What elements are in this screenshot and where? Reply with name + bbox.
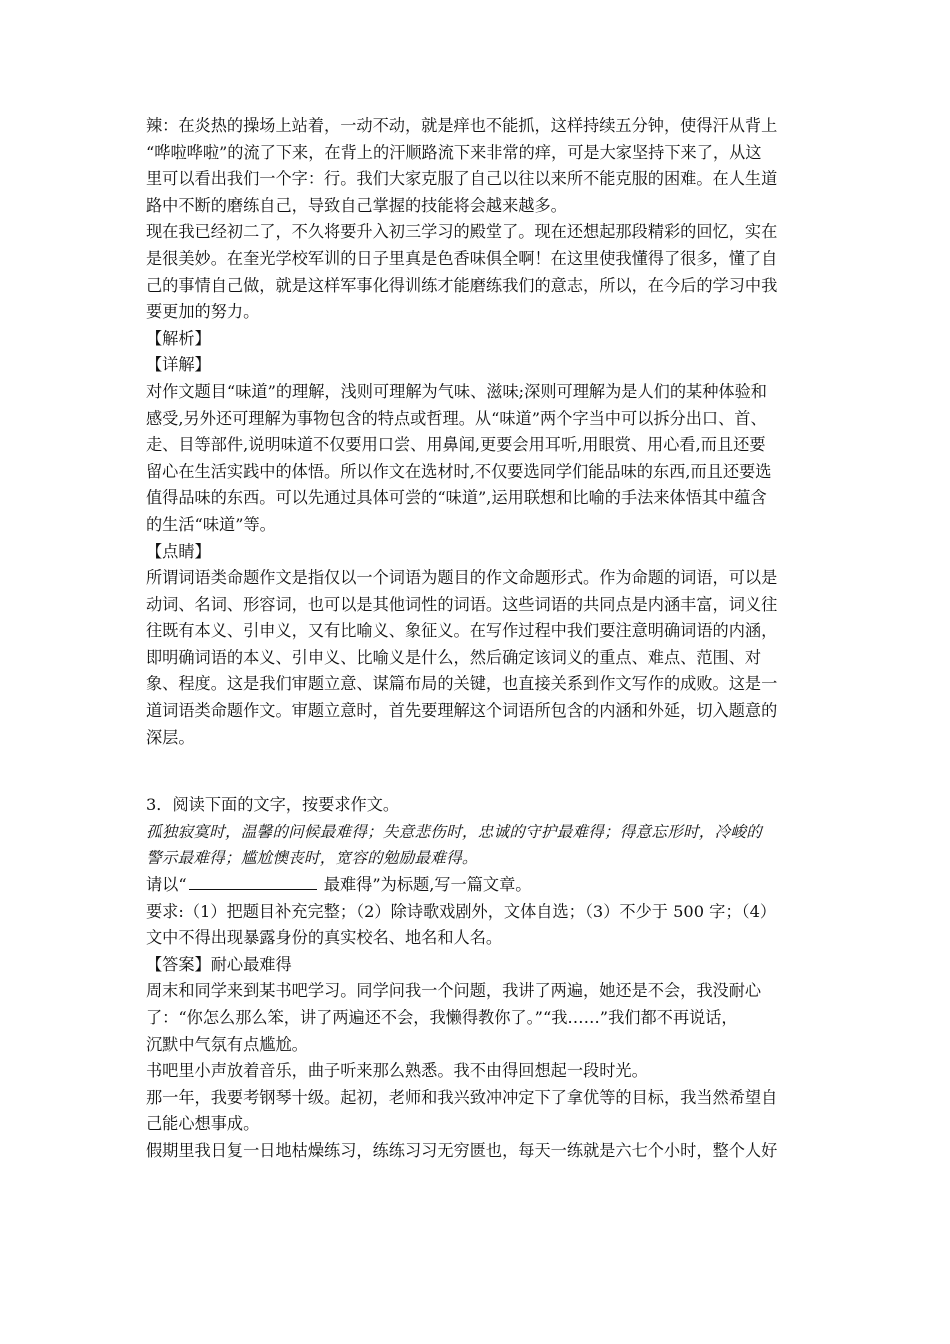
essay-body-line: “哗啦哗啦”的流了下来，在背上的汗顺路流下来非常的痒，可是大家坚持下来了，从这 xyxy=(146,142,762,162)
essay-body-line: 是很美妙。在奎光学校军训的日子里真是色香味俱全啊！在这里使我懂得了很多，懂了自 xyxy=(146,248,778,268)
analysis-label: 【解析】 xyxy=(146,328,211,348)
essay-body-line: 要更加的努力。 xyxy=(146,302,260,322)
detail-line: 留心在生活实践中的体悟。所以作文在选材时,不仅要选同学们能品味的东西,而且还要选 xyxy=(146,461,772,481)
question-title: 3．阅读下面的文字，按要求作文。 xyxy=(146,795,400,815)
comment-line: 往既有本义、引申义，又有比喻义、象征义。在写作过程中我们要注意明确词语的内涵， xyxy=(146,621,778,641)
detail-line: 对作文题目“味道”的理解，浅则可理解为气味、滋味;深则可理解为是人们的某种体验和 xyxy=(146,381,767,401)
prompt-after: 最难得”为标题,写一篇文章。 xyxy=(318,875,532,895)
essay-body-line: 路中不断的磨练自己，导致自己掌握的技能将会越来越多。 xyxy=(146,195,567,215)
title-blank xyxy=(189,872,317,890)
comment-line: 即明确词语的本义、引申义、比喻义是什么，然后确定该词义的重点、难点、范围、对 xyxy=(146,647,762,667)
comment-line: 象、程度。这是我们审题立意、谋篇布局的关键，也直接关系到作文写作的成败。这是一 xyxy=(146,674,778,694)
comment-line: 深层。 xyxy=(146,727,195,747)
requirement-line: 文中不得出现暴露身份的真实校名、地名和人名。 xyxy=(146,928,503,948)
answer-line: 书吧里小声放着音乐，曲子听来那么熟悉。我不由得回想起一段时光。 xyxy=(146,1061,648,1081)
comment-label: 【点睛】 xyxy=(146,541,211,561)
essay-body-line: 辣：在炎热的操场上站着，一动不动，就是痒也不能抓，这样持续五分钟，使得汗从背上 xyxy=(146,116,778,135)
detail-label: 【详解】 xyxy=(146,355,211,375)
detail-line: 值得品味的东西。可以先通过具体可尝的“味道”,运用联想和比喻的手法来体悟其中蕴含 xyxy=(146,488,767,508)
requirement-line: 要求:（1）把题目补充完整；（2）除诗歌戏剧外，文体自选；（3）不少于 500 字；（4） xyxy=(146,901,777,921)
section-gap xyxy=(146,751,806,792)
answer-line: 了：“你怎么那么笨，讲了两遍还不会，我懒得教你了。”“我……”我们都不再说话， xyxy=(146,1008,738,1027)
prompt-before: 请以“ xyxy=(146,875,187,895)
comment-line: 所谓词语类命题作文是指仅以一个词语为题目的作文命题形式。作为命题的词语，可以是 xyxy=(146,568,778,588)
detail-line: 的生活“味道”等。 xyxy=(146,514,276,534)
detail-line: 感受,另外还可理解为事物包含的特点或哲理。从“味道”两个字当中可以拆分出口、首、 xyxy=(146,408,767,428)
comment-line: 动词、名词、形容词，也可以是其他词性的词语。这些词语的共同点是内涵丰富，词义往 xyxy=(146,594,778,614)
answer-line: 周末和同学来到某书吧学习。同学问我一个问题，我讲了两遍，她还是不会，我没耐心 xyxy=(146,981,762,1001)
essay-body-line: 里可以看出我们一个字：行。我们大家克服了自己以往以来所不能克服的困难。在人生道 xyxy=(146,169,778,189)
answer-line: 那一年，我要考钢琴十级。起初，老师和我兴致冲冲定下了拿优等的目标，我当然希望自 xyxy=(146,1087,778,1107)
answer-line: 假期里我日复一日地枯燥练习，练练习习无穷匮也，每天一练就是六七个小时，整个人好 xyxy=(146,1140,778,1160)
answer-line: 己能心想事成。 xyxy=(146,1114,260,1134)
quote-line: 警示最难得；尴尬懊丧时，宽容的勉励最难得。 xyxy=(146,849,478,868)
answer-line: 沉默中气氛有点尴尬。 xyxy=(146,1034,308,1054)
document-body xyxy=(146,113,806,1165)
answer-label: 【答案】耐心最难得 xyxy=(146,954,292,974)
title-prompt xyxy=(146,872,806,899)
comment-line: 道词语类命题作文。审题立意时，首先要理解这个词语所包含的内涵和外延，切入题意的 xyxy=(146,701,778,721)
detail-line: 走、目等部件,说明味道不仅要用口尝、用鼻闻,更要会用耳听,用眼赏、用心看,而且还要 xyxy=(146,435,766,455)
quote-line: 孤独寂寞时，温馨的问候最难得；失意悲伤时，忠诚的守护最难得；得意忘形时，冷峻的 xyxy=(146,822,762,841)
essay-body-line: 现在我已经初二了，不久将要升入初三学习的殿堂了。现在还想起那段精彩的回忆，实在 xyxy=(146,222,778,242)
essay-body-line: 己的事情自己做，就是这样军事化得训练才能磨练我们的意志，所以，在今后的学习中我 xyxy=(146,275,778,295)
